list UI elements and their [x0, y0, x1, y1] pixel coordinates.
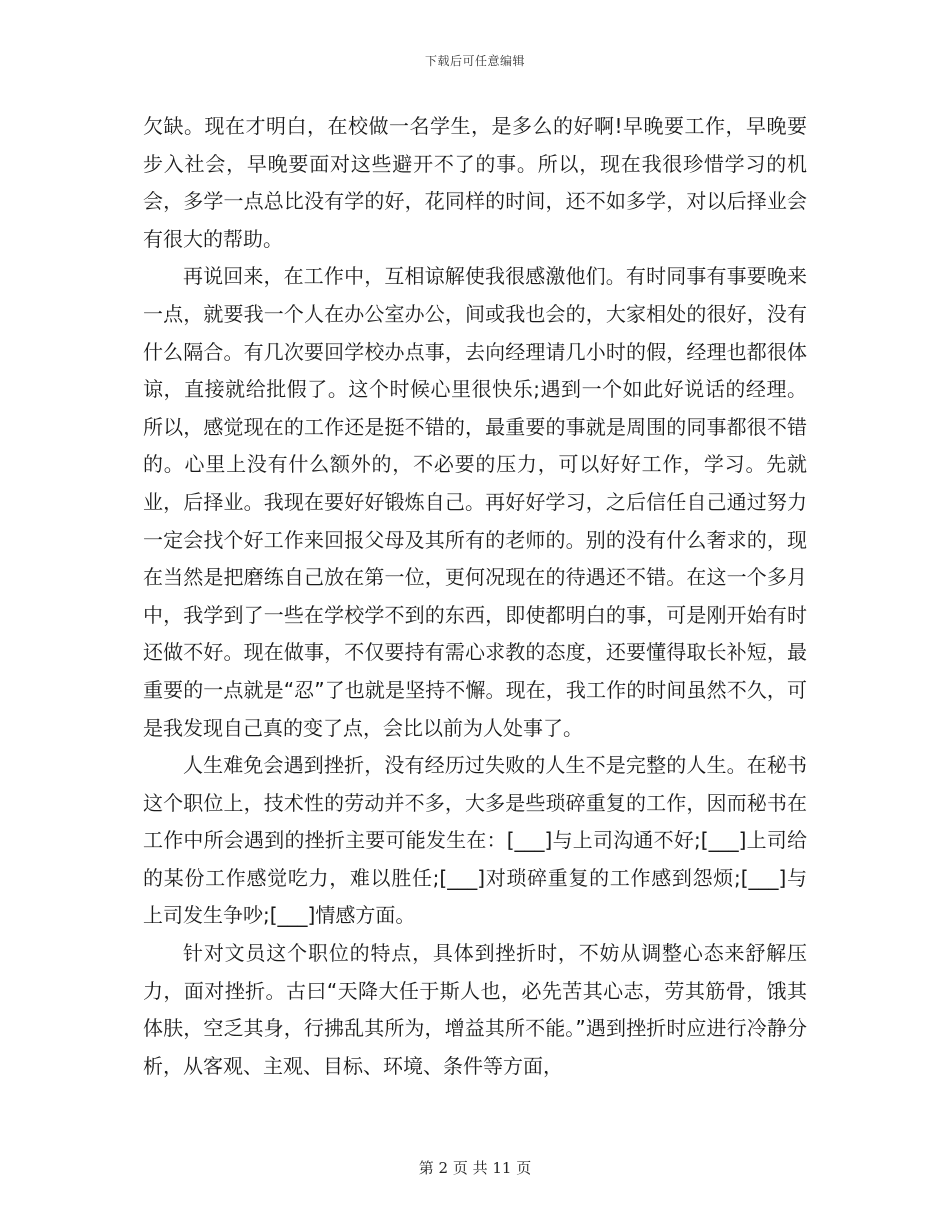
- page-number: 第 2 页 共 11 页: [418, 1159, 532, 1177]
- paragraph-4: 针对文员这个职位的特点，具体到挫折时，不妨从调整心态来舒解压力，面对挫折。古曰“天降大任于斯人也，必先苦其心志，劳其筋骨，饿其体肤，空乏其身，行拂乱其所为，增益其所不能。”遇到挫折时应进行冷静分析，从客观、主观、目标、环境、条件等方面，: [143, 941, 807, 1078]
- body-text: [143, 108, 807, 1085]
- header-note: 下载后可任意编辑: [424, 54, 525, 68]
- paragraph-1: 欠缺。现在才明白，在校做一名学生，是多么的好啊!早晚要工作，早晚要步入社会，早晚要面对这些避开不了的事。所以，现在我很珍惜学习的机会，多学一点总比没有学的好，花同样的时间，还不如多学，对以后择业会有很大的帮助。: [143, 114, 807, 251]
- paragraph-2: 再说回来，在工作中，互相谅解使我很感激他们。有时同事有事要晚来一点，就要我一个人在办公室办公，间或我也会的，大家相处的很好，没有什么隔合。有几次要回学校办点事，去向经理请几小时的假，经理也都很体谅，直接就给批假了。这个时候心里很快乐;遇到一个如此好说话的经理。所以，感觉现在的工作还是挺不错的，最重要的事就是周围的同事都很不错的。心里上没有什么额外的，不必要的压力，可以好好工作，学习。先就业，后择业。我现在要好好锻炼自己。再好好学习，之后信任自己通过努力一定会找个好工作来回报父母及其所有的老师的。别的没有什么奢求的，现在当然是把磨练自己放在第一位，更何况现在的待遇还不错。在这一个多月中，我学到了一些在学校学不到的东西，即使都明白的事，可是刚开始有时还做不好。现在做事，不仅要持有需心求教的态度，还要懂得取长补短，最重要的一点就是“忍”了也就是坚持不懈。现在，我工作的时间虽然不久，可是我发现自己真的变了点，会比以前为人处事了。: [143, 264, 807, 740]
- paragraph-3: 人生难免会遇到挫折，没有经历过失败的人生不是完整的人生。在秘书这个职位上，技术性的劳动并不多，大多是些琐碎重复的工作，因而秘书在工作中所会遇到的挫折主要可能发生在：[___]与上司沟通不好;[___]上司给的某份工作感觉吃力，难以胜任;[___]对琐碎重复的工作感到怨烦;[___]与上司发生争吵;[___]情感方面。: [143, 753, 807, 928]
